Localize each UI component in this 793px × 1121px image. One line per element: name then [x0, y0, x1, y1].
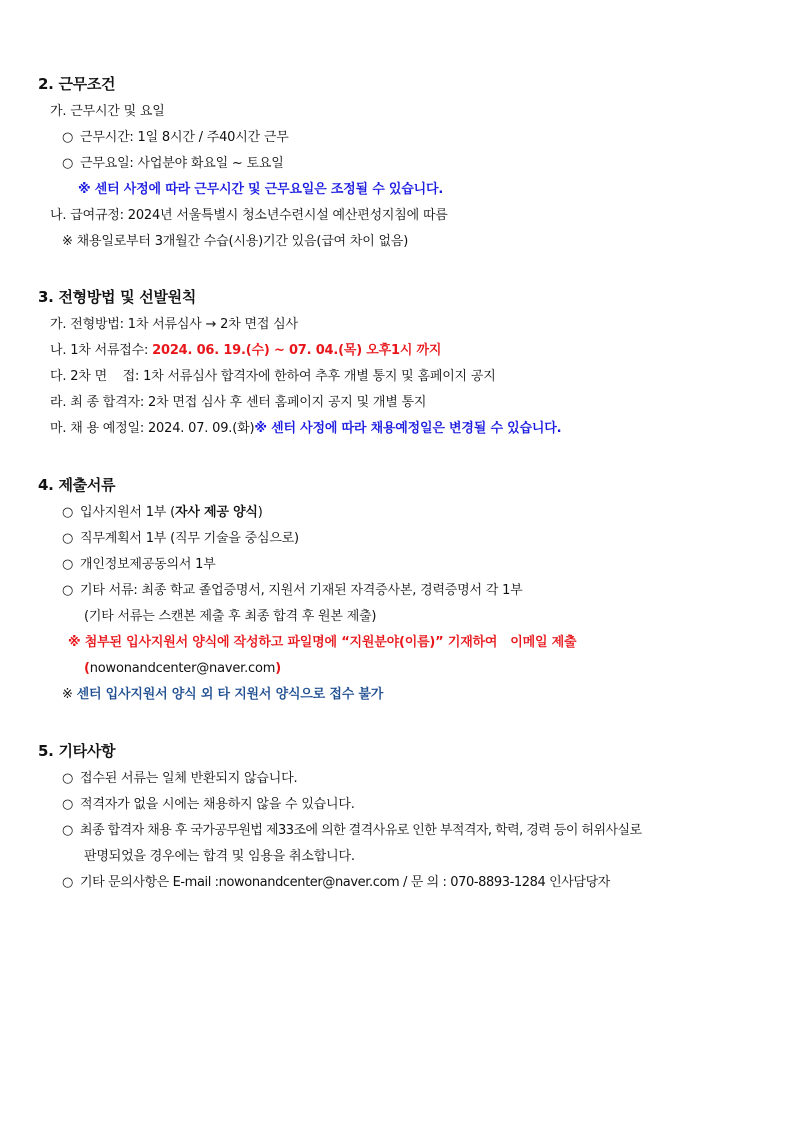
s2-note: ※ 센터 사정에 따라 근무시간 및 근무요일은 조정될 수 있습니다. — [78, 182, 444, 197]
s4-item3: ○ 개인정보제공동의서 1부 — [62, 557, 216, 572]
s5-item3-cont: 판명되었을 경우에는 합격 및 임용을 취소합니다. — [84, 849, 355, 864]
email-link[interactable]: nowonandcenter@naver.com — [89, 661, 276, 676]
s3-na: 나. 1차 서류접수: 2024. 06. 19.(수) ~ 07. 04.(목) 오후1시 까지 — [50, 343, 442, 358]
s4-item2: ○ 직무계획서 1부 (직무 기술을 중심으로) — [62, 531, 299, 546]
s2-na: 나. 급여규정: 2024년 서울특별시 청소년수련시설 예산편성지침에 따름 — [50, 208, 448, 223]
s4-note1-email-line: (nowonandcenter@naver.com) — [84, 661, 281, 676]
s4-item1: ○ 입사지원서 1부 (자사 제공 양식) — [62, 505, 263, 520]
section-4-title: 4. 제출서류 — [38, 476, 116, 494]
s5-item1: ○ 접수된 서류는 일체 반환되지 않습니다. — [62, 771, 298, 786]
application-period: 2024. 06. 19.(수) ~ 07. 04.(목) 오후1시 까지 — [152, 343, 442, 358]
section-5-title: 5. 기타사항 — [38, 742, 116, 760]
section-3-title: 3. 전형방법 및 선발원칙 — [38, 288, 197, 306]
bullet-icon: ○ — [62, 130, 74, 145]
s5-item4: ○ 기타 문의사항은 E-mail :nowonandcenter@naver.com / 문 의 : 070-8893-1284 인사담당자 — [62, 875, 610, 890]
s3-ra: 라. 최 종 합격자: 2차 면접 심사 후 센터 홈페이지 공지 및 개별 통지 — [50, 395, 427, 410]
bullet-icon: ○ — [62, 531, 74, 546]
bullet-icon: ○ — [62, 875, 73, 890]
s2-probation: ※ 채용일로부터 3개월간 수습(시용)기간 있음(급여 차이 없음) — [62, 234, 409, 249]
s4-item4-sub: (기타 서류는 스캔본 제출 후 최종 합격 후 원본 제출) — [84, 609, 377, 624]
s2-days: ○ 근무요일: 사업분야 화요일 ~ 토요일 — [62, 156, 284, 171]
s2-hours: ○ 근무시간: 1일 8시간 / 주40시간 근무 — [62, 130, 289, 145]
bullet-icon: ○ — [62, 797, 74, 812]
bullet-icon: ○ — [62, 583, 74, 598]
bullet-icon: ○ — [62, 505, 74, 520]
s3-da: 다. 2차 면 접: 1차 서류심사 합격자에 한하여 추후 개별 통지 및 홈페이지 공지 — [50, 369, 496, 384]
s3-ga: 가. 전형방법: 1차 서류심사 → 2차 면접 심사 — [50, 317, 298, 332]
s3-ma-note: ※ 센터 사정에 따라 채용예정일은 변경될 수 있습니다. — [254, 421, 562, 436]
s4-note1: ※ 첨부된 입사지원서 양식에 작성하고 파일명에 “지원분야(이름)” 기재하여 이메일 제출 — [68, 635, 577, 650]
bullet-icon: ○ — [62, 156, 74, 171]
section-2-title: 2. 근무조건 — [38, 75, 116, 93]
s5-item2: ○ 적격자가 없을 시에는 채용하지 않을 수 있습니다. — [62, 797, 355, 812]
s3-ma: 마. 채 용 예정일: 2024. 07. 09.(화)※ 센터 사정에 따라 채용예정일은 변경될 수 있습니다. — [50, 421, 562, 436]
s5-item3: ○ 최종 합격자 채용 후 국가공무원법 제33조에 의한 결격사유로 인한 부적격자, 학력, 경력 등이 허위사실로 — [62, 823, 642, 838]
bullet-icon: ○ — [62, 557, 74, 572]
s4-item4: ○ 기타 서류: 최종 학교 졸업증명서, 지원서 기재된 자격증사본, 경력증명서 각 1부 — [62, 583, 523, 598]
bullet-icon: ○ — [62, 823, 73, 838]
s4-note2: ※ 센터 입사지원서 양식 외 타 지원서 양식으로 접수 불가 — [62, 687, 384, 702]
s2-ga: 가. 근무시간 및 요일 — [50, 104, 165, 119]
bullet-icon: ○ — [62, 771, 74, 786]
